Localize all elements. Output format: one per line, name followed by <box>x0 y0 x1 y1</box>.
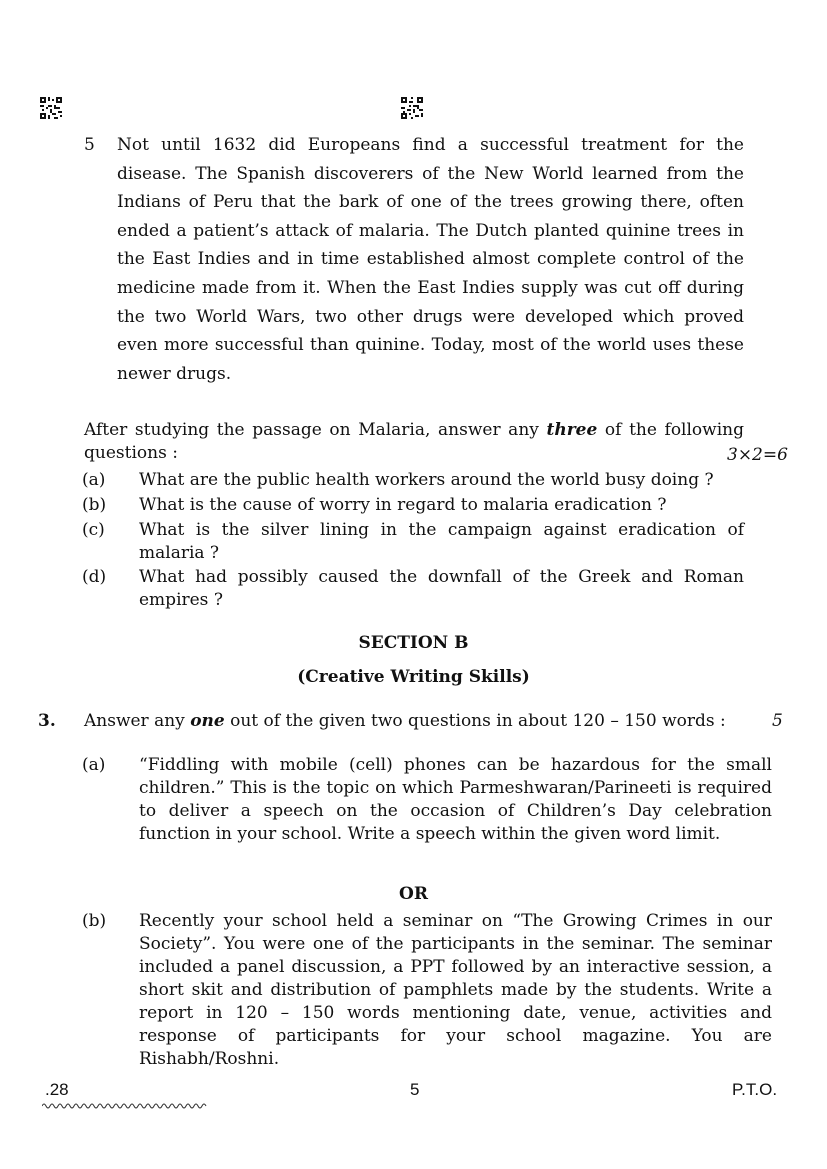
question-marks: 5 <box>772 711 783 731</box>
option-label: (a) <box>82 755 106 775</box>
question-marks: 3×2=6 <box>727 445 788 465</box>
question-item-d <box>82 566 744 612</box>
question-text: What is the silver lining in the campaign against eradication of malaria ? <box>139 520 744 563</box>
intro-emphasis: three <box>546 420 598 440</box>
qr-code-left <box>40 97 62 119</box>
question-label: (c) <box>82 520 105 540</box>
qr-code-icon <box>40 97 62 119</box>
question-label: (d) <box>82 567 107 587</box>
question-item-b <box>82 494 744 517</box>
qr-code-icon <box>401 97 423 119</box>
question-label: (a) <box>82 470 106 490</box>
option-text: “Fiddling with mobile (cell) phones can be hazardous for the small children.” This is the topic on which Parmeshwaran/Parineeti is required to deliver a speech on the occasion of Children’s Day celebration function in your school. Write a speech within the given word limit. <box>139 755 772 844</box>
qr-code-center <box>401 97 423 119</box>
option-label: (b) <box>82 911 107 931</box>
question-instruction <box>84 711 726 731</box>
paragraph-number: 5 <box>84 135 95 155</box>
question-text: What are the public health workers around the world busy doing ? <box>139 470 714 490</box>
question-text: What had possibly caused the downfall of the Greek and Roman empires ? <box>139 567 744 610</box>
paragraph-text: Not until 1632 did Europeans find a successful treatment for the disease. The Spanish discoverers of the New World learned from the Indians of Peru that the bark of one of the trees growing there, often ended a patient’s attack of malaria. The Dutch planted quinine trees in the East Indies and in time established almost complete control of the medicine made from it. When the East Indies supply was cut off during the two World Wars, two other drugs were developed which proved even more successful than quinine. Today, most of the world uses these newer drugs. <box>117 135 744 384</box>
option-text: Recently your school held a seminar on “The Growing Crimes in our Society”. You were one of the participants in the seminar. The seminar included a panel discussion, a PPT followed by an interactive session, a short skit and distribution of pamphlets made by the students. Write a report in 120 – 150 words mentioning date, venue, activities and response of participants for your school magazine. You are Rishabh/Roshni. <box>139 911 772 1069</box>
question-number: 3. <box>38 711 56 731</box>
option-b <box>82 910 772 1071</box>
pto-label: P.T.O. <box>732 1080 778 1099</box>
page-number: 5 <box>410 1080 420 1099</box>
passage-paragraph <box>84 131 744 388</box>
question-intro <box>84 419 744 465</box>
instruction-before: Answer any <box>84 711 191 731</box>
wavy-underline-icon <box>42 1102 208 1110</box>
or-divider: OR <box>399 884 428 904</box>
intro-text-before: After studying the passage on Malaria, answer any <box>84 420 547 440</box>
intro-text-after: of the following questions : <box>84 420 744 463</box>
section-title: SECTION B <box>358 633 469 653</box>
question-text: What is the cause of worry in regard to malaria eradication ? <box>139 495 667 515</box>
section-subtitle: (Creative Writing Skills) <box>297 667 530 687</box>
instruction-after: out of the given two questions in about 120 – 150 words : <box>224 711 726 731</box>
question-label: (b) <box>82 495 107 515</box>
paper-code: .28 <box>45 1080 69 1099</box>
instruction-emphasis: one <box>190 711 225 731</box>
question-item-a <box>82 469 744 492</box>
option-a <box>82 754 772 846</box>
question-item-c <box>82 519 744 565</box>
